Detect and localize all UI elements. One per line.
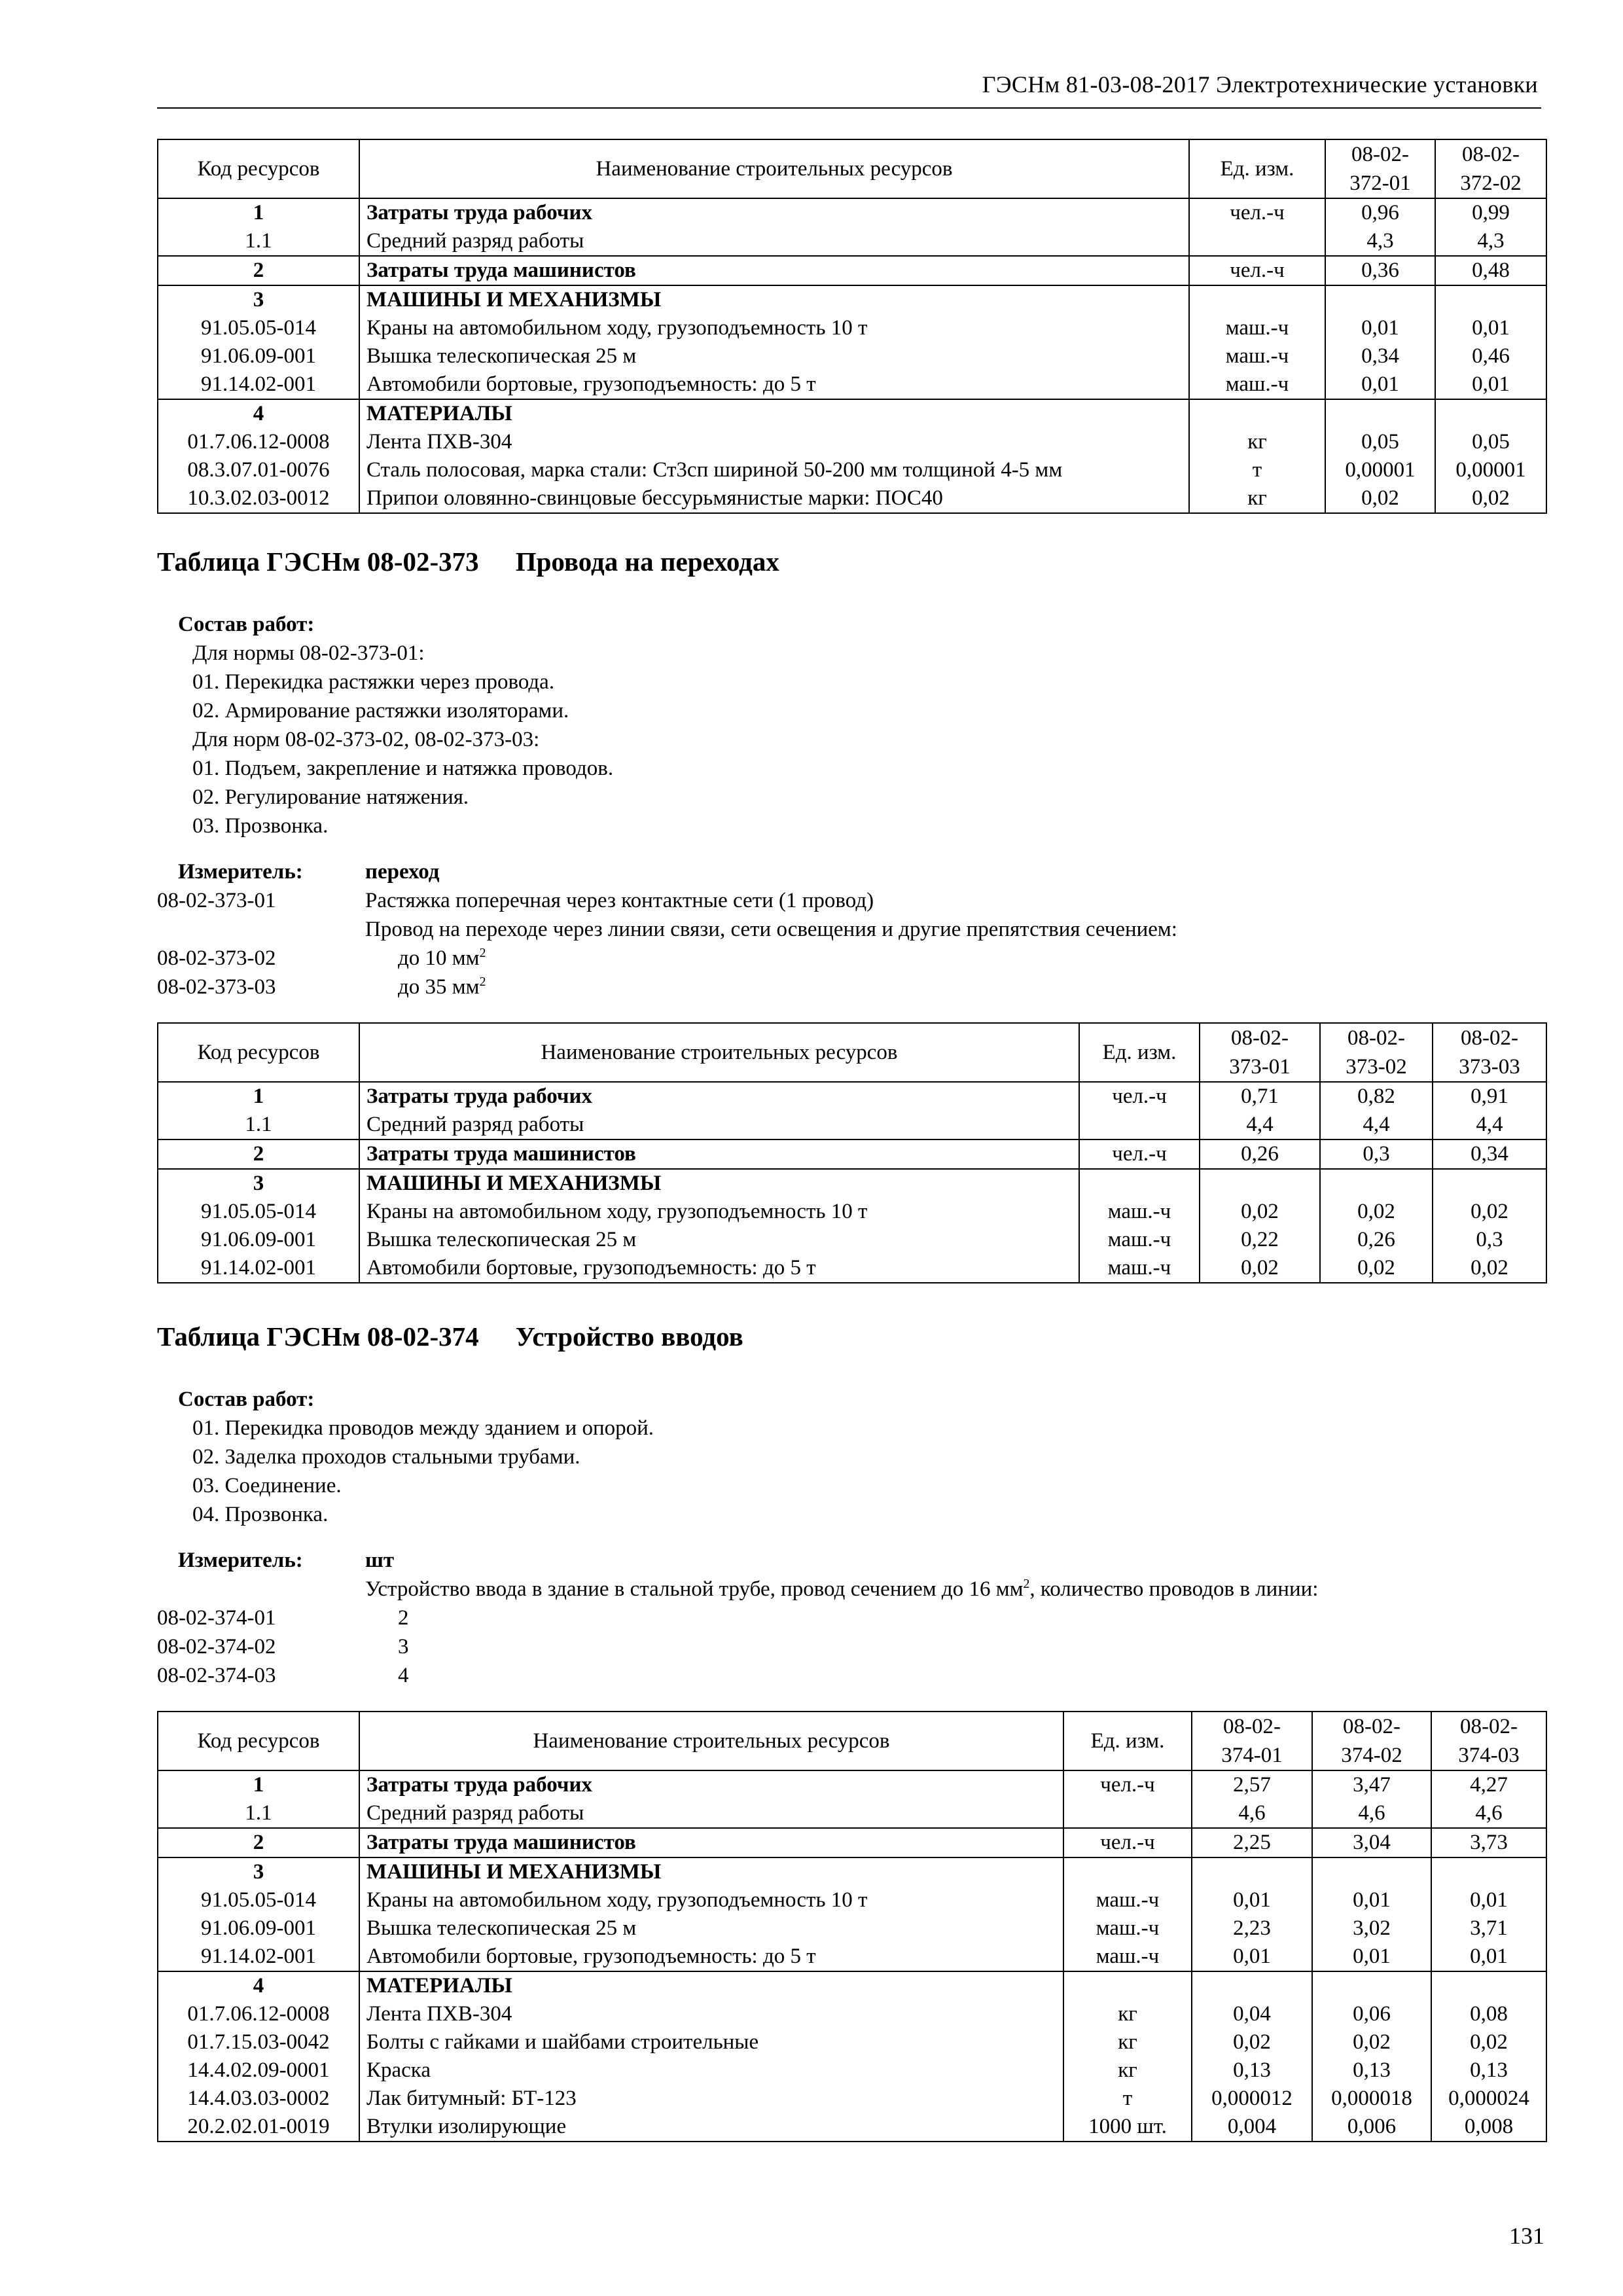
norm-description: 2 bbox=[398, 1606, 409, 1630]
norm-value: 4,3 bbox=[1325, 227, 1435, 256]
norm-value: 0,13 bbox=[1431, 2056, 1546, 2085]
resource-code: 91.06.09-001 bbox=[158, 1226, 359, 1254]
norm-value: 0,3 bbox=[1320, 1139, 1433, 1169]
norm-value: 0,01 bbox=[1192, 1943, 1312, 1971]
resource-unit: маш.-ч bbox=[1189, 342, 1325, 370]
table-header-row bbox=[158, 1023, 1546, 1082]
resource-unit: чел.-ч bbox=[1079, 1082, 1200, 1111]
composition-title: Состав работ: bbox=[178, 1388, 315, 1411]
resource-name: Припои оловянно-свинцовые бессурьмянистые марки: ПОС40 bbox=[359, 484, 1189, 513]
resource-unit: маш.-ч bbox=[1063, 1943, 1192, 1971]
norm-value bbox=[1192, 1971, 1312, 2000]
norm-value: 0,02 bbox=[1200, 1254, 1320, 1283]
col-norm-header: 08-02- 373-01 bbox=[1200, 1023, 1320, 1082]
norm-value: 0,004 bbox=[1192, 2113, 1312, 2142]
norm-value: 4,4 bbox=[1433, 1111, 1546, 1139]
table-row bbox=[158, 399, 1546, 428]
resource-unit bbox=[1079, 1169, 1200, 1198]
resource-name: Краска bbox=[359, 2056, 1063, 2085]
norm-value: 0,02 bbox=[1192, 2028, 1312, 2056]
norm-value bbox=[1325, 285, 1435, 314]
norm-value: 0,00001 bbox=[1325, 456, 1435, 484]
table-row bbox=[158, 370, 1546, 399]
resource-name: Затраты труда машинистов bbox=[359, 1828, 1063, 1857]
resource-code: 14.4.03.03-0002 bbox=[158, 2085, 359, 2113]
norm-value: 4,27 bbox=[1431, 1770, 1546, 1799]
resource-unit bbox=[1063, 1799, 1192, 1828]
norm-value: 0,99 bbox=[1435, 198, 1546, 227]
table-row bbox=[158, 2028, 1546, 2056]
norm-value: 0,000018 bbox=[1312, 2085, 1431, 2113]
norm-value: 0,01 bbox=[1431, 1886, 1546, 1914]
norm-value: 0,02 bbox=[1325, 484, 1435, 513]
resource-name: Болты с гайками и шайбами строительные bbox=[359, 2028, 1063, 2056]
norm-code bbox=[157, 915, 365, 944]
table-row bbox=[158, 285, 1546, 314]
norm-value: 0,01 bbox=[1312, 1943, 1431, 1971]
meter-373 bbox=[157, 857, 1544, 1001]
composition-line: 02. Регулирование натяжения. bbox=[192, 785, 469, 809]
meter-unit: переход bbox=[365, 860, 440, 884]
col-name-header: Наименование строительных ресурсов bbox=[359, 1712, 1063, 1770]
resource-code: 91.05.05-014 bbox=[158, 1198, 359, 1226]
norm-value: 0,02 bbox=[1320, 1254, 1433, 1283]
norm-value bbox=[1431, 1857, 1546, 1886]
resource-code: 3 bbox=[158, 1857, 359, 1886]
resource-unit bbox=[1189, 285, 1325, 314]
norm-value: 0,13 bbox=[1192, 2056, 1312, 2085]
norm-value: 4,4 bbox=[1200, 1111, 1320, 1139]
norm-value: 0,46 bbox=[1435, 342, 1546, 370]
col-code-header: Код ресурсов bbox=[158, 139, 359, 198]
norm-value: 0,01 bbox=[1435, 370, 1546, 399]
resource-unit bbox=[1063, 1971, 1192, 2000]
meter-label: Измеритель: bbox=[178, 860, 303, 884]
composition-line: Для нормы 08-02-373-01: bbox=[192, 641, 425, 665]
resource-name: Сталь полосовая, марка стали: Ст3сп шириной 50-200 мм толщиной 4-5 мм bbox=[359, 456, 1189, 484]
resource-name: Лента ПХВ-304 bbox=[359, 428, 1189, 456]
col-name-header: Наименование строительных ресурсов bbox=[359, 139, 1189, 198]
meter-description: Устройство ввода в здание в стальной трубе, провод сечением до 16 $мм^2$, количество проводов в линии: bbox=[365, 1577, 1319, 1601]
table-row bbox=[158, 2056, 1546, 2085]
norm-value: 2,57 bbox=[1192, 1770, 1312, 1799]
resource-unit: маш.-ч bbox=[1079, 1198, 1200, 1226]
norm-value: 0,02 bbox=[1312, 2028, 1431, 2056]
norm-value bbox=[1431, 1971, 1546, 2000]
norm-value: 0,04 bbox=[1192, 2000, 1312, 2028]
norm-code: 08-02-374-02 bbox=[157, 1635, 276, 1659]
composition-line: 01. Перекидка проводов между зданием и опорой. bbox=[192, 1416, 654, 1440]
table-row bbox=[158, 1082, 1546, 1111]
norm-description: 3 bbox=[398, 1635, 409, 1659]
col-unit-header: Ед. изм. bbox=[1079, 1023, 1200, 1082]
resource-code: 01.7.06.12-0008 bbox=[158, 2000, 359, 2028]
norm-value bbox=[1320, 1169, 1433, 1198]
resource-unit: т bbox=[1189, 456, 1325, 484]
composition-line: Для норм 08-02-373-02, 08-02-373-03: bbox=[192, 728, 540, 751]
norm-value: 0,3 bbox=[1433, 1226, 1546, 1254]
resource-unit: маш.-ч bbox=[1063, 1886, 1192, 1914]
col-norm-header: 08-02- 372-01 bbox=[1325, 139, 1435, 198]
resource-unit: кг bbox=[1063, 2028, 1192, 2056]
table-row bbox=[158, 1943, 1546, 1971]
norm-value: 0,48 bbox=[1435, 256, 1546, 285]
resource-name: Затраты труда машинистов bbox=[359, 256, 1189, 285]
resource-unit: кг bbox=[1189, 428, 1325, 456]
norm-value: 3,02 bbox=[1312, 1914, 1431, 1943]
resource-name: Краны на автомобильном ходу, грузоподъемность 10 т bbox=[359, 314, 1189, 342]
resource-name: Вышка телескопическая 25 м bbox=[359, 1914, 1063, 1943]
resource-unit bbox=[1189, 227, 1325, 256]
table-row bbox=[158, 1169, 1546, 1198]
norm-value: 0,08 bbox=[1431, 2000, 1546, 2028]
resource-name: Вышка телескопическая 25 м bbox=[359, 1226, 1079, 1254]
resource-code: 1.1 bbox=[158, 1111, 359, 1139]
resource-unit bbox=[1063, 1857, 1192, 1886]
norm-code: 08-02-373-01 bbox=[157, 889, 276, 912]
composition-373 bbox=[157, 610, 613, 840]
resource-unit bbox=[1189, 399, 1325, 428]
table-373-heading bbox=[157, 546, 779, 577]
resource-unit bbox=[1079, 1111, 1200, 1139]
resource-unit: т bbox=[1063, 2085, 1192, 2113]
resource-code: 1 bbox=[158, 1082, 359, 1111]
resource-unit: маш.-ч bbox=[1063, 1914, 1192, 1943]
norm-value: 0,26 bbox=[1200, 1139, 1320, 1169]
col-name-header: Наименование строительных ресурсов bbox=[359, 1023, 1079, 1082]
table-row bbox=[158, 314, 1546, 342]
resource-code: 10.3.02.03-0012 bbox=[158, 484, 359, 513]
col-norm-header: 08-02- 374-03 bbox=[1431, 1712, 1546, 1770]
header-rule bbox=[157, 107, 1541, 109]
resource-name: Затраты труда машинистов bbox=[359, 1139, 1079, 1169]
col-norm-header: 08-02- 372-02 bbox=[1435, 139, 1546, 198]
resource-name: МАШИНЫ И МЕХАНИЗМЫ bbox=[359, 285, 1189, 314]
resource-unit: кг bbox=[1063, 2056, 1192, 2085]
table-row bbox=[158, 456, 1546, 484]
resource-name: Затраты труда рабочих bbox=[359, 1082, 1079, 1111]
norm-value bbox=[1435, 285, 1546, 314]
composition-line: 02. Армирование растяжки изоляторами. bbox=[192, 699, 569, 723]
resource-name: Затраты труда рабочих bbox=[359, 198, 1189, 227]
norm-value bbox=[1435, 399, 1546, 428]
norm-value: 3,04 bbox=[1312, 1828, 1431, 1857]
composition-line: 02. Заделка проходов стальными трубами. bbox=[192, 1445, 580, 1469]
col-code-header: Код ресурсов bbox=[158, 1023, 359, 1082]
composition-line: 03. Соединение. bbox=[192, 1474, 342, 1498]
table-row bbox=[158, 1828, 1546, 1857]
resource-unit: кг bbox=[1189, 484, 1325, 513]
table-374-title: Устройство вводов bbox=[515, 1321, 743, 1352]
resource-name: МАШИНЫ И МЕХАНИЗМЫ bbox=[359, 1857, 1063, 1886]
norm-value: 3,71 bbox=[1431, 1914, 1546, 1943]
resource-code: 3 bbox=[158, 285, 359, 314]
norm-value: 0,05 bbox=[1435, 428, 1546, 456]
norm-value: 0,26 bbox=[1320, 1226, 1433, 1254]
norm-code: 08-02-373-03 bbox=[157, 975, 276, 999]
norm-value: 0,13 bbox=[1312, 2056, 1431, 2085]
norm-description: до 10 $мм^2$ bbox=[398, 946, 486, 970]
norm-value bbox=[1312, 1857, 1431, 1886]
table-row bbox=[158, 484, 1546, 513]
composition-line: 01. Перекидка растяжки через провода. bbox=[192, 670, 555, 694]
norm-value: 0,06 bbox=[1312, 2000, 1431, 2028]
table-row bbox=[158, 2113, 1546, 2142]
resource-table-374 bbox=[157, 1711, 1547, 2142]
table-row bbox=[158, 1857, 1546, 1886]
norm-value: 0,91 bbox=[1433, 1082, 1546, 1111]
norm-description: Провод на переходе через линии связи, сети освещения и другие препятствия сечением: bbox=[365, 918, 1177, 941]
resource-code: 20.2.02.01-0019 bbox=[158, 2113, 359, 2142]
resource-unit: чел.-ч bbox=[1063, 1828, 1192, 1857]
resource-name: Автомобили бортовые, грузоподъемность: до 5 т bbox=[359, 1254, 1079, 1283]
resource-unit: чел.-ч bbox=[1189, 256, 1325, 285]
norm-value: 0,82 bbox=[1320, 1082, 1433, 1111]
table-row bbox=[158, 2085, 1546, 2113]
norm-value: 4,4 bbox=[1320, 1111, 1433, 1139]
norm-value bbox=[1312, 1971, 1431, 2000]
table-374-code: Таблица ГЭСНм 08-02-374 bbox=[157, 1321, 479, 1352]
table-row bbox=[158, 1886, 1546, 1914]
norm-value: 0,96 bbox=[1325, 198, 1435, 227]
norm-value: 0,02 bbox=[1200, 1198, 1320, 1226]
norm-value: 0,02 bbox=[1320, 1198, 1433, 1226]
table-row bbox=[158, 1198, 1546, 1226]
norm-value: 0,36 bbox=[1325, 256, 1435, 285]
composition-line: 03. Прозвонка. bbox=[192, 814, 329, 838]
resource-name: Средний разряд работы bbox=[359, 1111, 1079, 1139]
resource-name: Лак битумный: БТ-123 bbox=[359, 2085, 1063, 2113]
resource-unit: чел.-ч bbox=[1079, 1139, 1200, 1169]
norm-value: 0,008 bbox=[1431, 2113, 1546, 2142]
col-unit-header: Ед. изм. bbox=[1189, 139, 1325, 198]
resource-name: Краны на автомобильном ходу, грузоподъемность 10 т bbox=[359, 1886, 1063, 1914]
table-row bbox=[158, 256, 1546, 285]
resource-name: Втулки изолирующие bbox=[359, 2113, 1063, 2142]
resource-unit: маш.-ч bbox=[1079, 1254, 1200, 1283]
resource-code: 91.14.02-001 bbox=[158, 1254, 359, 1283]
norm-value: 0,01 bbox=[1325, 370, 1435, 399]
norm-value bbox=[1192, 1857, 1312, 1886]
norm-value: 4,6 bbox=[1312, 1799, 1431, 1828]
norm-value: 3,47 bbox=[1312, 1770, 1431, 1799]
resource-code: 91.05.05-014 bbox=[158, 1886, 359, 1914]
resource-name: Автомобили бортовые, грузоподъемность: до 5 т bbox=[359, 1943, 1063, 1971]
norm-value: 4,6 bbox=[1192, 1799, 1312, 1828]
resource-name: Средний разряд работы bbox=[359, 227, 1189, 256]
norm-value: 4,6 bbox=[1431, 1799, 1546, 1828]
resource-unit: маш.-ч bbox=[1079, 1226, 1200, 1254]
norm-value: 2,23 bbox=[1192, 1914, 1312, 1943]
table-row bbox=[158, 342, 1546, 370]
col-norm-header: 08-02- 374-02 bbox=[1312, 1712, 1431, 1770]
resource-code: 4 bbox=[158, 1971, 359, 2000]
norm-value: 0,05 bbox=[1325, 428, 1435, 456]
resource-name: МАТЕРИАЛЫ bbox=[359, 399, 1189, 428]
col-norm-header: 08-02- 373-03 bbox=[1433, 1023, 1546, 1082]
norm-value: 0,71 bbox=[1200, 1082, 1320, 1111]
col-norm-header: 08-02- 374-01 bbox=[1192, 1712, 1312, 1770]
norm-value: 4,3 bbox=[1435, 227, 1546, 256]
norm-value: 0,22 bbox=[1200, 1226, 1320, 1254]
table-row bbox=[158, 1799, 1546, 1828]
norm-value: 3,73 bbox=[1431, 1828, 1546, 1857]
table-header-row bbox=[158, 139, 1546, 198]
resource-name: Затраты труда рабочих bbox=[359, 1770, 1063, 1799]
table-row bbox=[158, 428, 1546, 456]
resource-code: 2 bbox=[158, 256, 359, 285]
composition-title: Состав работ: bbox=[178, 613, 315, 636]
resource-code: 3 bbox=[158, 1169, 359, 1198]
table-row bbox=[158, 1914, 1546, 1943]
resource-name: МАТЕРИАЛЫ bbox=[359, 1971, 1063, 2000]
resource-code: 91.06.09-001 bbox=[158, 342, 359, 370]
resource-name: Средний разряд работы bbox=[359, 1799, 1063, 1828]
norm-value: 0,01 bbox=[1192, 1886, 1312, 1914]
resource-unit: 1000 шт. bbox=[1063, 2113, 1192, 2142]
norm-description: Растяжка поперечная через контактные сети (1 провод) bbox=[365, 889, 874, 912]
resource-code: 91.05.05-014 bbox=[158, 314, 359, 342]
resource-code: 91.06.09-001 bbox=[158, 1914, 359, 1943]
table-header-row bbox=[158, 1712, 1546, 1770]
norm-description: 4 bbox=[398, 1664, 409, 1687]
norm-value bbox=[1433, 1169, 1546, 1198]
composition-line: 04. Прозвонка. bbox=[192, 1503, 329, 1526]
table-row bbox=[158, 1254, 1546, 1283]
norm-value: 0,006 bbox=[1312, 2113, 1431, 2142]
table-row bbox=[158, 227, 1546, 256]
table-row bbox=[158, 2000, 1546, 2028]
resource-table-373 bbox=[157, 1022, 1547, 1283]
norm-code: 08-02-374-01 bbox=[157, 1606, 276, 1630]
resource-name: Краны на автомобильном ходу, грузоподъемность 10 т bbox=[359, 1198, 1079, 1226]
norm-value: 2,25 bbox=[1192, 1828, 1312, 1857]
resource-code: 01.7.06.12-0008 bbox=[158, 428, 359, 456]
table-row bbox=[158, 1226, 1546, 1254]
resource-name: Лента ПХВ-304 bbox=[359, 2000, 1063, 2028]
table-374-heading bbox=[157, 1321, 743, 1352]
resource-name: Автомобили бортовые, грузоподъемность: до 5 т bbox=[359, 370, 1189, 399]
table-373-title: Провода на переходах bbox=[515, 547, 779, 577]
resource-code: 1 bbox=[158, 1770, 359, 1799]
norm-value: 0,01 bbox=[1431, 1943, 1546, 1971]
table-row bbox=[158, 1971, 1546, 2000]
composition-374 bbox=[157, 1385, 654, 1529]
norm-value: 0,01 bbox=[1325, 314, 1435, 342]
resource-unit: маш.-ч bbox=[1189, 314, 1325, 342]
resource-code: 2 bbox=[158, 1139, 359, 1169]
resource-unit: маш.-ч bbox=[1189, 370, 1325, 399]
norm-value: 0,02 bbox=[1433, 1254, 1546, 1283]
norm-value: 0,02 bbox=[1433, 1198, 1546, 1226]
resource-code: 4 bbox=[158, 399, 359, 428]
meter-374 bbox=[157, 1546, 1544, 1690]
meter-unit: шт bbox=[365, 1549, 395, 1572]
norm-value: 0,02 bbox=[1435, 484, 1546, 513]
resource-code: 1.1 bbox=[158, 227, 359, 256]
resource-unit: чел.-ч bbox=[1189, 198, 1325, 227]
norm-value: 0,34 bbox=[1433, 1139, 1546, 1169]
resource-unit: кг bbox=[1063, 2000, 1192, 2028]
norm-value: 0,02 bbox=[1431, 2028, 1546, 2056]
norm-value: 0,01 bbox=[1312, 1886, 1431, 1914]
resource-unit: чел.-ч bbox=[1063, 1770, 1192, 1799]
composition-line: 01. Подъем, закрепление и натяжка проводов. bbox=[192, 757, 614, 780]
norm-value bbox=[1325, 399, 1435, 428]
running-header: ГЭСНм 81-03-08-2017 Электротехнические установки bbox=[982, 71, 1538, 98]
table-373-code: Таблица ГЭСНм 08-02-373 bbox=[157, 547, 479, 577]
table-row bbox=[158, 198, 1546, 227]
resource-name: Вышка телескопическая 25 м bbox=[359, 342, 1189, 370]
resource-code: 91.14.02-001 bbox=[158, 1943, 359, 1971]
meter-label: Измеритель: bbox=[178, 1549, 303, 1572]
norm-code: 08-02-374-03 bbox=[157, 1664, 276, 1687]
resource-code: 14.4.02.09-0001 bbox=[158, 2056, 359, 2085]
page-number: 131 bbox=[1509, 2223, 1544, 2249]
norm-value: 0,000012 bbox=[1192, 2085, 1312, 2113]
resource-code: 01.7.15.03-0042 bbox=[158, 2028, 359, 2056]
col-code-header: Код ресурсов bbox=[158, 1712, 359, 1770]
table-row bbox=[158, 1770, 1546, 1799]
resource-code: 2 bbox=[158, 1828, 359, 1857]
resource-table-372 bbox=[157, 139, 1547, 514]
resource-code: 08.3.07.01-0076 bbox=[158, 456, 359, 484]
col-norm-header: 08-02- 373-02 bbox=[1320, 1023, 1433, 1082]
norm-value: 0,34 bbox=[1325, 342, 1435, 370]
norm-value: 0,01 bbox=[1435, 314, 1546, 342]
norm-value: 0,000024 bbox=[1431, 2085, 1546, 2113]
col-unit-header: Ед. изм. bbox=[1063, 1712, 1192, 1770]
norm-value bbox=[1200, 1169, 1320, 1198]
resource-name: МАШИНЫ И МЕХАНИЗМЫ bbox=[359, 1169, 1079, 1198]
table-row bbox=[158, 1111, 1546, 1139]
resource-code: 91.14.02-001 bbox=[158, 370, 359, 399]
norm-code: 08-02-373-02 bbox=[157, 946, 276, 970]
resource-code: 1.1 bbox=[158, 1799, 359, 1828]
table-row bbox=[158, 1139, 1546, 1169]
norm-description: до 35 $мм^2$ bbox=[398, 975, 486, 999]
norm-value: 0,00001 bbox=[1435, 456, 1546, 484]
resource-code: 1 bbox=[158, 198, 359, 227]
